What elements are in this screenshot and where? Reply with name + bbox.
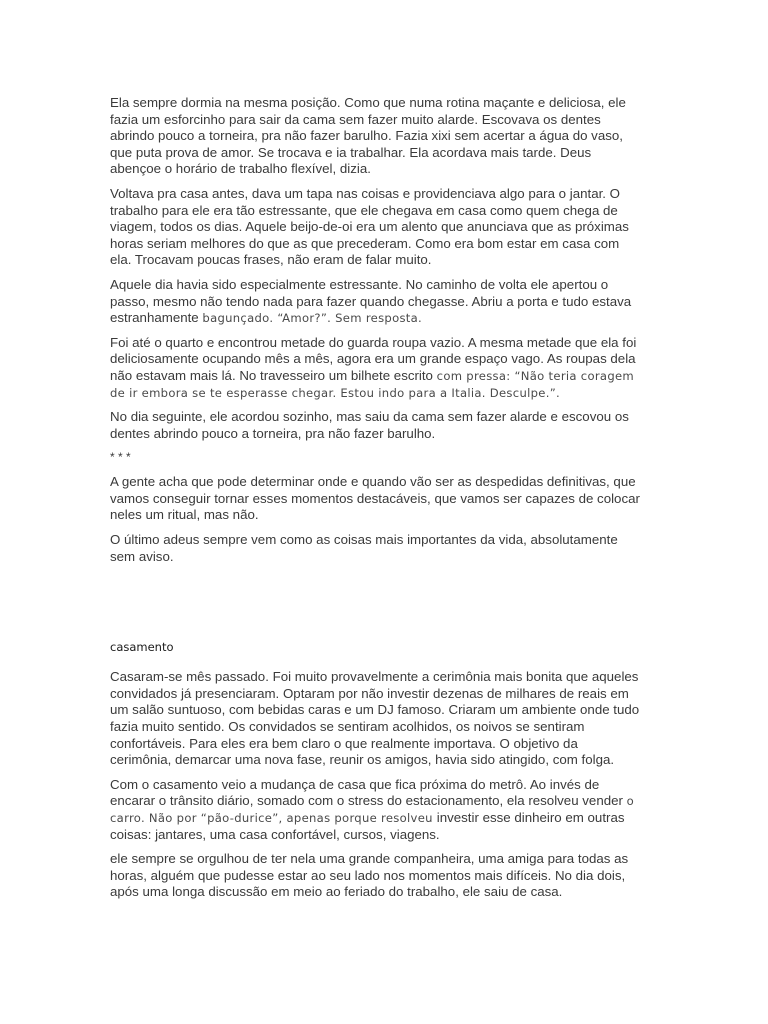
story2-paragraph-2 xyxy=(110,777,642,843)
story1-paragraph-4 xyxy=(110,335,642,401)
story2-paragraph-1: Casaram-se mês passado. Foi muito provavelmente a cerimônia mais bonita que aqueles convidados já presenciaram. Optaram por não investir dezenas de milhares de reais em um salão suntuoso, com bebidas caras e um DJ famoso. Criaram um ambiente onde tudo fazia muito sentido. Os convidados se sentiram acolhidos, os noivos se sentiram confortáveis. Para eles era bem claro o que realmente importava. O objetivo da cerimônia, demarcar uma nova fase, reunir os amigos, havia sido atingido, com folga. xyxy=(110,669,640,768)
story2-paragraph-2-condensed: o carro. Não por “pão-durice”, apenas porque resolveu xyxy=(110,794,635,825)
story1-paragraph-1: Ela sempre dormia na mesma posição. Como que numa rotina maçante e deliciosa, ele fazia um esforcinho para sair da cama sem fazer muito alarde. Escovava os dentes abrindo pouco a torneira, pra não fazer barulho. Fazia xixi sem acertar a água do vaso, que puta prova de amor. Se trocava e ia trabalhar. Ela acordava mais tarde. Deus abençoe o horário de trabalho flexível, dizia. xyxy=(110,95,626,177)
section-heading: casamento xyxy=(110,640,174,655)
story1-paragraph-7: O último adeus sempre vem como as coisas mais importantes da vida, absolutamente sem aviso. xyxy=(110,532,618,564)
story1-paragraph-3-condensed: bagunçado. “Amor?”. Sem resposta. xyxy=(202,311,423,326)
section-separator: * * * xyxy=(110,450,131,465)
story2-paragraph-3: ele sempre se orgulhou de ter nela uma grande companheira, uma amiga para todas as horas, alguém que pudesse estar ao seu lado nos momentos mais difíceis. No dia dois, após uma longa discussão em meio ao feriado do trabalho, ele saiu de casa. xyxy=(110,851,629,900)
story1-paragraph-3 xyxy=(110,277,642,327)
story1-paragraph-6: A gente acha que pode determinar onde e quando vão ser as despedidas definitivas, que vamos conseguir tornar esses momentos destacáveis, que vamos ser capazes de colocar neles um ritual, mas não. xyxy=(110,474,640,523)
story1-paragraph-4-text: Foi até o quarto e encontrou metade do guarda roupa vazio. A mesma metade que ela foi deliciosamente ocupando mês a mês, agora era um grande espaço vago. As roupas dela não estavam mais lá. No travesseiro um bilhete escrito xyxy=(110,334,637,383)
section-gap xyxy=(110,573,642,639)
story2-paragraph-2-tail: investir esse dinheiro em outras coisas: jantares, uma casa confortável, cursos, viagens. xyxy=(110,810,625,842)
story1-paragraph-3-text: Aquele dia havia sido especialmente estressante. No caminho de volta ele apertou o passo, mesmo não tendo nada para fazer quando chegasse. Abriu a porta e tudo estava estranhamente xyxy=(110,276,632,326)
story1-paragraph-5: No dia seguinte, ele acordou sozinho, mas saiu da cama sem fazer alarde e escovou os dentes abrindo pouco a torneira, pra não fazer barulho. xyxy=(110,409,629,441)
document-page xyxy=(110,95,642,909)
story1-paragraph-4-condensed: com pressa: “Não teria coragem de ir embora se te esperasse chegar. Estou indo para a Italia. Desculpe.”. xyxy=(110,368,635,400)
story1-paragraph-2: Voltava pra casa antes, dava um tapa nas coisas e providenciava algo para o jantar. O trabalho para ele era tão estressante, que ele chegava em casa como quem chega de viagem, todos os dias. Aquele beijo-de-oi era um alento que anunciava que as próximas horas seriam melhores do que as que precederam. Como era bom estar em casa com ela. Trocavam poucas frases, não eram de falar muito. xyxy=(110,185,629,268)
story2-paragraph-2-text: Com o casamento veio a mudança de casa que fica próxima do metrô. Ao invés de encarar o trânsito diário, somado com o stress do estacionamento, ela resolveu vender xyxy=(110,776,627,809)
